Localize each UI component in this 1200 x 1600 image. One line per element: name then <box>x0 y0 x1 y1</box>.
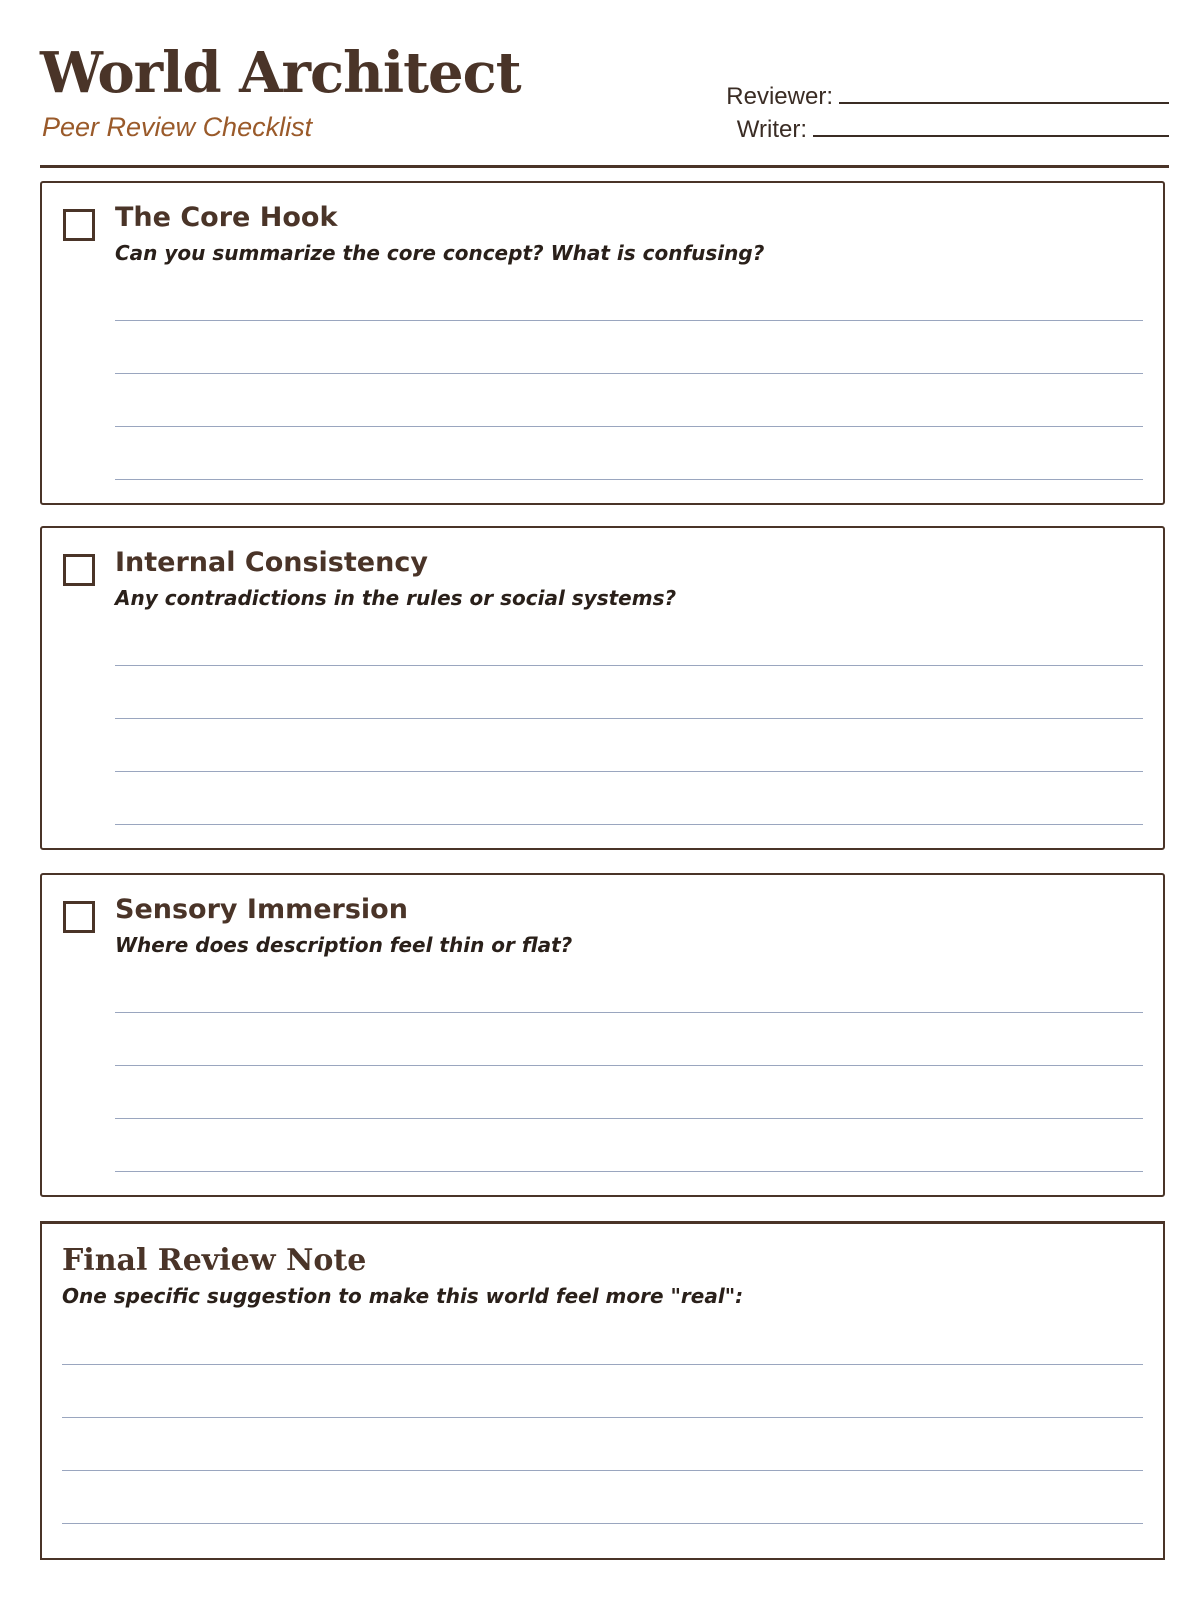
reviewer-field[interactable] <box>839 84 1169 104</box>
writing-line <box>115 771 1143 772</box>
section-sensory-immersion <box>40 873 1165 1197</box>
section-question: Where does description feel thin or flat? <box>115 933 573 957</box>
section-question: Can you summarize the core concept? What is confusing? <box>115 241 765 265</box>
writing-line <box>115 373 1143 374</box>
writing-line <box>62 1417 1143 1418</box>
core-hook-checkbox[interactable] <box>63 209 95 241</box>
section-title: The Core Hook <box>115 202 338 233</box>
writing-line <box>115 718 1143 719</box>
writing-line <box>62 1364 1143 1365</box>
page-header <box>40 40 1169 168</box>
section-question: Any contradictions in the rules or social systems? <box>115 586 677 610</box>
writing-line <box>115 1065 1143 1066</box>
writing-lines[interactable] <box>62 1364 1143 1576</box>
final-note-question: One specific suggestion to make this world feel more "real": <box>62 1284 744 1308</box>
page-title: World Architect <box>40 40 521 106</box>
section-title: Internal Consistency <box>115 547 428 578</box>
writing-line <box>62 1470 1143 1471</box>
checklist-page <box>40 40 1169 1560</box>
writing-line <box>115 426 1143 427</box>
sensory-immersion-checkbox[interactable] <box>63 901 95 933</box>
reviewer-label: Reviewer: <box>726 83 833 110</box>
writing-line <box>115 320 1143 321</box>
reviewer-writer-fields <box>709 80 1169 146</box>
writing-line <box>62 1523 1143 1524</box>
writer-field[interactable] <box>813 117 1169 137</box>
writing-line <box>115 479 1143 480</box>
writing-line <box>115 1171 1143 1172</box>
writing-line <box>115 1118 1143 1119</box>
writing-line <box>115 824 1143 825</box>
section-internal-consistency <box>40 526 1165 850</box>
writing-lines[interactable] <box>115 1012 1143 1224</box>
final-note-title: Final Review Note <box>62 1243 367 1278</box>
writer-label: Writer: <box>736 116 807 143</box>
writing-lines[interactable] <box>115 320 1143 532</box>
writing-line <box>115 1012 1143 1013</box>
section-core-hook <box>40 181 1165 505</box>
writing-lines[interactable] <box>115 665 1143 877</box>
page-subtitle: Peer Review Checklist <box>42 112 313 142</box>
internal-consistency-checkbox[interactable] <box>63 554 95 586</box>
writer-row <box>709 113 1169 146</box>
writing-line <box>115 665 1143 666</box>
reviewer-row <box>709 80 1169 113</box>
final-review-note <box>40 1221 1165 1560</box>
section-title: Sensory Immersion <box>115 894 408 925</box>
